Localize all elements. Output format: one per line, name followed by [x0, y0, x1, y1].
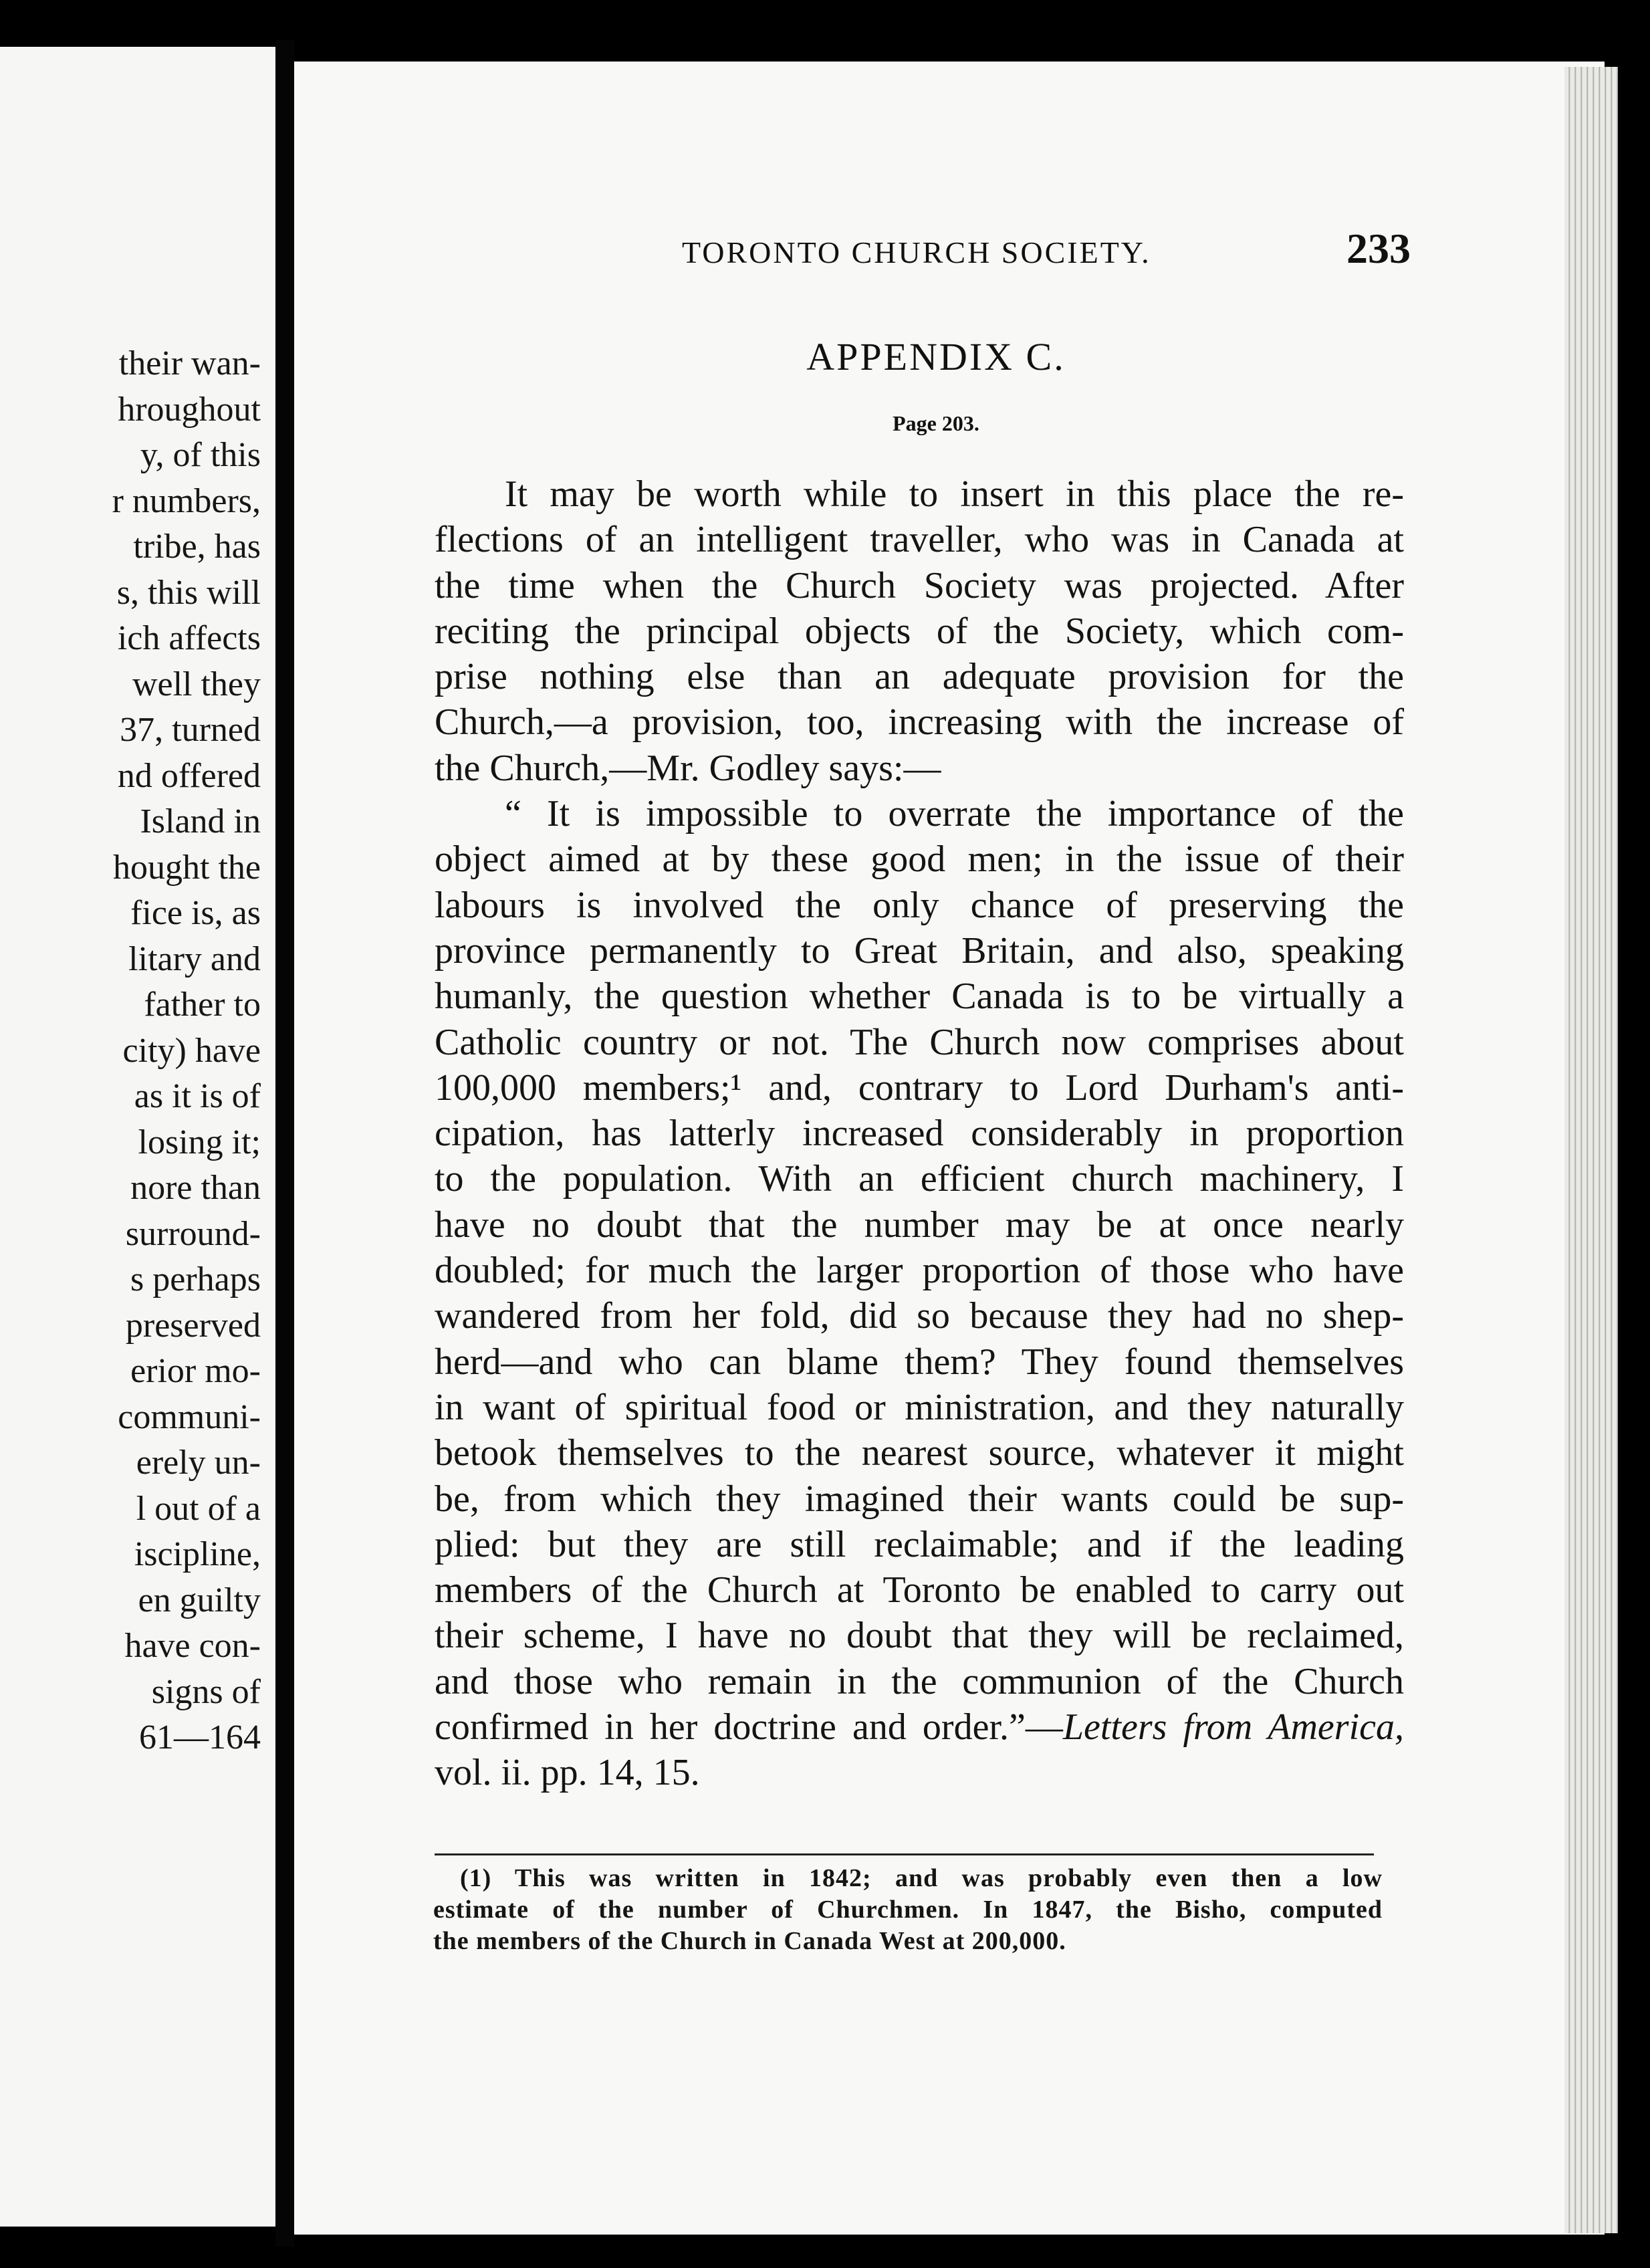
body-line: and those who remain in the communion of the Church: [435, 1660, 1404, 1702]
left-page-line: en guilty: [138, 1581, 261, 1619]
body-text: [435, 471, 1404, 1796]
left-page-line: ich affects: [117, 619, 261, 657]
body-line: in want of spiritual food or ministration, and they naturally: [435, 1386, 1404, 1428]
left-page-line: nd offered: [117, 756, 261, 795]
body-line: plied: but they are still reclaimable; and if the leading: [435, 1523, 1404, 1565]
left-page-text: [112, 341, 261, 1761]
left-page-line: fice is, as: [130, 894, 261, 932]
footnotes: [433, 1863, 1383, 1957]
left-page-line: s, this will: [116, 573, 261, 612]
left-page-line: s perhaps: [130, 1260, 261, 1298]
left-facing-page: [0, 47, 275, 2227]
body-line: doubled; for much the larger proportion of those who have: [435, 1250, 1404, 1292]
left-page-line: communi-: [118, 1397, 261, 1436]
body-line: 100,000 members;¹ and, contrary to Lord Durham's anti-: [435, 1066, 1404, 1109]
left-page-line: erior mo-: [130, 1352, 261, 1390]
footnote-line: the members of the Church in Canada West at 200,000.: [433, 1927, 1066, 1955]
body-line: Church,—a provision, too, increasing with the increase of: [435, 701, 1404, 744]
left-page-line: signs of: [151, 1672, 261, 1711]
left-page-line: erely un-: [136, 1444, 261, 1482]
body-line: to the population. With an efficient church machinery, I: [435, 1158, 1404, 1200]
left-page-line: 61—164: [139, 1718, 261, 1756]
body-line: the Church,—Mr. Godley says:—: [435, 747, 941, 789]
left-page-line: surround-: [125, 1214, 261, 1253]
left-page-line: tribe, has: [133, 528, 261, 566]
body-line: members of the Church at Toronto be enabled to carry out: [435, 1569, 1404, 1611]
page-edges: [1564, 67, 1618, 2233]
page-reference: Page 203.: [893, 411, 979, 435]
body-line: province permanently to Great Britain, and also, speaking: [435, 929, 1404, 972]
left-page-line: well they: [132, 665, 261, 703]
body-line: humanly, the question whether Canada is to be virtually a: [435, 976, 1404, 1018]
citation-title: Letters from America,: [1062, 1706, 1404, 1748]
body-line: wandered from her fold, did so because they had no shep-: [435, 1295, 1404, 1337]
left-page-line: their wan-: [118, 344, 261, 382]
footnote-rule: [435, 1853, 1374, 1855]
left-page-line: have con-: [124, 1627, 261, 1665]
left-page-line: l out of a: [136, 1489, 261, 1528]
footnote-line: estimate of the number of Churchmen. In 1847, the Bisho, computed: [433, 1896, 1383, 1924]
left-page-line: preserved: [125, 1306, 261, 1345]
left-page-line: litary and: [128, 939, 261, 978]
body-line: Catholic country or not. The Church now comprises about: [435, 1021, 1404, 1063]
left-page-line: nore than: [130, 1169, 261, 1207]
left-page-line: city) have: [122, 1031, 261, 1070]
appendix-title: APPENDIX C.: [806, 335, 1066, 378]
body-line: prise nothing else than an adequate provision for the: [435, 656, 1404, 698]
body-line: cipation, has latterly increased considerably in proportion: [435, 1113, 1404, 1155]
body-line: vol. ii. pp. 14, 15.: [435, 1752, 700, 1794]
left-page-line: losing it;: [138, 1123, 261, 1161]
running-title: TORONTO CHURCH SOCIETY.: [682, 235, 1151, 269]
body-line: object aimed at by these good men; in the issue of their: [435, 838, 1404, 881]
body-line: reciting the principal objects of the Society, which com-: [435, 610, 1404, 652]
body-line: flections of an intelligent traveller, who was in Canada at: [435, 519, 1404, 561]
body-line: “ It is impossible to overrate the importance of the: [505, 793, 1404, 835]
body-line-citation: [435, 1704, 1404, 1750]
left-page-line: 37, turned: [120, 711, 261, 749]
left-page-line: iscipline,: [134, 1535, 261, 1573]
running-head: [682, 224, 1411, 273]
book-gutter: [275, 40, 294, 2247]
footnote-line: (1) This was written in 1842; and was probably even then a low: [460, 1864, 1383, 1892]
left-page-line: hought the: [113, 848, 261, 887]
body-line: herd—and who can blame them? They found themselves: [435, 1341, 1404, 1383]
left-page-line: r numbers,: [112, 481, 261, 520]
quote-end-text: confirmed in her doctrine and order.”—: [435, 1706, 1063, 1748]
body-line: their scheme, I have no doubt that they will be reclaimed,: [435, 1615, 1404, 1657]
left-page-line: as it is of: [134, 1077, 261, 1115]
page-number: 233: [1346, 225, 1411, 272]
body-line: have no doubt that the number may be at once nearly: [435, 1204, 1404, 1246]
body-line: It may be worth while to insert in this place the re-: [505, 473, 1404, 515]
left-page-line: Island in: [140, 802, 261, 840]
body-line: labours is involved the only chance of preserving the: [435, 884, 1404, 926]
body-line: betook themselves to the nearest source, whatever it might: [435, 1432, 1404, 1474]
body-line: be, from which they imagined their wants could be sup-: [435, 1478, 1404, 1520]
body-line: the time when the Church Society was projected. After: [435, 564, 1404, 606]
left-page-line: hroughout: [118, 390, 261, 429]
left-page-line: father to: [144, 986, 261, 1024]
left-page-line: y, of this: [140, 436, 261, 474]
